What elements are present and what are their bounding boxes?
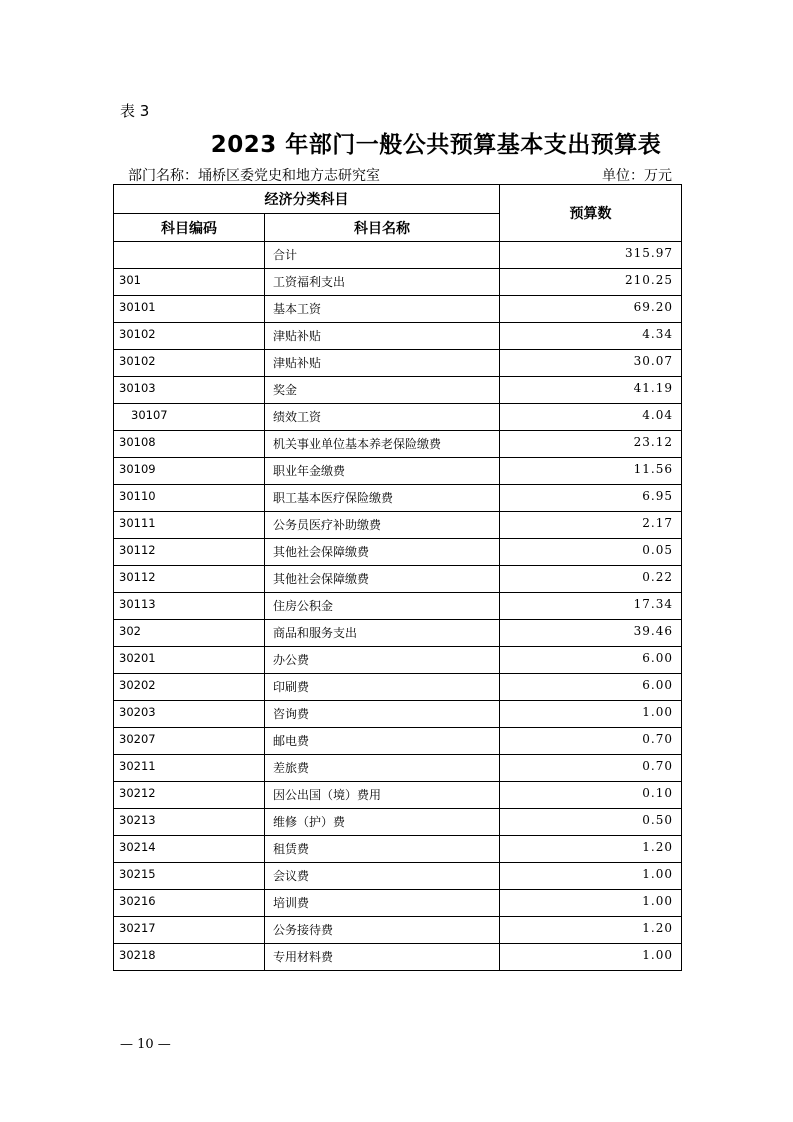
budget-amount-cell: 315.97 xyxy=(500,242,682,269)
subject-name-cell: 工资福利支出 xyxy=(265,269,500,296)
budget-amount-cell: 1.00 xyxy=(500,701,682,728)
budget-amount-cell: 23.12 xyxy=(500,431,682,458)
subject-code-cell: 30110 xyxy=(114,485,265,512)
subject-name-cell: 公务接待费 xyxy=(265,917,500,944)
subject-code-cell: 30113 xyxy=(114,593,265,620)
subject-code-cell: 30202 xyxy=(114,674,265,701)
table-row xyxy=(114,944,682,971)
budget-amount-cell: 0.50 xyxy=(500,809,682,836)
table-row xyxy=(114,323,682,350)
budget-amount-cell: 2.17 xyxy=(500,512,682,539)
table-row xyxy=(114,809,682,836)
table-row xyxy=(114,917,682,944)
budget-amount-cell: 41.19 xyxy=(500,377,682,404)
table-row xyxy=(114,296,682,323)
subject-name-cell: 职业年金缴费 xyxy=(265,458,500,485)
subject-code-cell: 30101 xyxy=(114,296,265,323)
subject-code-cell xyxy=(114,242,265,269)
subject-name-cell: 会议费 xyxy=(265,863,500,890)
budget-amount-cell: 1.00 xyxy=(500,863,682,890)
budget-amount-cell: 210.25 xyxy=(500,269,682,296)
budget-amount-cell: 30.07 xyxy=(500,350,682,377)
subject-name-cell: 机关事业单位基本养老保险缴费 xyxy=(265,431,500,458)
subject-name-cell: 公务员医疗补助缴费 xyxy=(265,512,500,539)
subject-name-cell: 职工基本医疗保险缴费 xyxy=(265,485,500,512)
subject-name-cell: 住房公积金 xyxy=(265,593,500,620)
subject-code-cell: 302 xyxy=(114,620,265,647)
subject-name-cell: 租赁费 xyxy=(265,836,500,863)
table-row xyxy=(114,782,682,809)
budget-amount-cell: 0.10 xyxy=(500,782,682,809)
budget-amount-cell: 69.20 xyxy=(500,296,682,323)
subject-code-cell: 30103 xyxy=(114,377,265,404)
subject-name-cell: 合计 xyxy=(265,242,500,269)
header-subject-code: 科目编码 xyxy=(114,214,265,242)
subject-code-cell: 30112 xyxy=(114,539,265,566)
subject-code-cell: 30203 xyxy=(114,701,265,728)
department-name: 部门名称：埇桥区委党史和地方志研究室 xyxy=(128,168,380,184)
budget-amount-cell: 1.00 xyxy=(500,890,682,917)
subject-code-cell: 30102 xyxy=(114,323,265,350)
table-row xyxy=(114,431,682,458)
budget-amount-cell: 0.22 xyxy=(500,566,682,593)
subject-code-cell: 30112 xyxy=(114,566,265,593)
table-row xyxy=(114,485,682,512)
table-row xyxy=(114,242,682,269)
budget-amount-cell: 1.20 xyxy=(500,917,682,944)
subject-name-cell: 咨询费 xyxy=(265,701,500,728)
subject-code-cell: 30213 xyxy=(114,809,265,836)
table-row xyxy=(114,755,682,782)
table-row xyxy=(114,647,682,674)
subject-code-cell: 301 xyxy=(114,269,265,296)
budget-amount-cell: 0.70 xyxy=(500,728,682,755)
table-row xyxy=(114,458,682,485)
table-row xyxy=(114,863,682,890)
budget-amount-cell: 0.05 xyxy=(500,539,682,566)
header-economic-classification: 经济分类科目 xyxy=(114,185,500,214)
table-row xyxy=(114,539,682,566)
budget-amount-cell: 1.00 xyxy=(500,944,682,971)
budget-amount-cell: 39.46 xyxy=(500,620,682,647)
subject-code-cell: 30218 xyxy=(114,944,265,971)
subject-code-cell: 30212 xyxy=(114,782,265,809)
table-row xyxy=(114,728,682,755)
budget-amount-cell: 1.20 xyxy=(500,836,682,863)
subject-name-cell: 专用材料费 xyxy=(265,944,500,971)
table-row xyxy=(114,566,682,593)
table-row xyxy=(114,836,682,863)
subject-name-cell: 印刷费 xyxy=(265,674,500,701)
budget-amount-cell: 4.34 xyxy=(500,323,682,350)
header-subject-name: 科目名称 xyxy=(265,214,500,242)
budget-amount-cell: 0.70 xyxy=(500,755,682,782)
subject-code-cell: 30211 xyxy=(114,755,265,782)
subject-name-cell: 办公费 xyxy=(265,647,500,674)
subject-code-cell: 30111 xyxy=(114,512,265,539)
subject-code-cell: 30217 xyxy=(114,917,265,944)
budget-amount-cell: 6.95 xyxy=(500,485,682,512)
subject-code-cell: 30207 xyxy=(114,728,265,755)
subject-code-cell: 30201 xyxy=(114,647,265,674)
subject-name-cell: 其他社会保障缴费 xyxy=(265,566,500,593)
subject-code-cell: 30214 xyxy=(114,836,265,863)
table-row xyxy=(114,269,682,296)
subject-name-cell: 维修（护）费 xyxy=(265,809,500,836)
subject-name-cell: 绩效工资 xyxy=(265,404,500,431)
header-budget-amount: 预算数 xyxy=(500,185,682,242)
table-row xyxy=(114,404,682,431)
subject-code-cell: 30216 xyxy=(114,890,265,917)
subject-code-cell: 30107 xyxy=(114,404,265,431)
budget-amount-cell: 11.56 xyxy=(500,458,682,485)
table-row xyxy=(114,620,682,647)
subject-name-cell: 邮电费 xyxy=(265,728,500,755)
subject-name-cell: 商品和服务支出 xyxy=(265,620,500,647)
table-row xyxy=(114,701,682,728)
subject-name-cell: 奖金 xyxy=(265,377,500,404)
table-row xyxy=(114,890,682,917)
subject-name-cell: 津贴补贴 xyxy=(265,350,500,377)
subject-name-cell: 基本工资 xyxy=(265,296,500,323)
budget-amount-cell: 6.00 xyxy=(500,647,682,674)
subject-name-cell: 津贴补贴 xyxy=(265,323,500,350)
table-row xyxy=(114,674,682,701)
budget-amount-cell: 4.04 xyxy=(500,404,682,431)
subject-name-cell: 因公出国（境）费用 xyxy=(265,782,500,809)
table-row xyxy=(114,593,682,620)
table-row xyxy=(114,512,682,539)
subject-name-cell: 培训费 xyxy=(265,890,500,917)
table-body xyxy=(114,242,682,971)
table-row xyxy=(114,350,682,377)
subject-code-cell: 30108 xyxy=(114,431,265,458)
budget-table xyxy=(113,184,682,971)
subject-code-cell: 30102 xyxy=(114,350,265,377)
unit-label: 单位：万元 xyxy=(602,168,672,184)
table-row xyxy=(114,377,682,404)
budget-amount-cell: 17.34 xyxy=(500,593,682,620)
budget-amount-cell: 6.00 xyxy=(500,674,682,701)
page-title: 2023 年部门一般公共预算基本支出预算表 xyxy=(210,132,662,158)
subject-code-cell: 30109 xyxy=(114,458,265,485)
subject-name-cell: 其他社会保障缴费 xyxy=(265,539,500,566)
subject-code-cell: 30215 xyxy=(114,863,265,890)
page-number: — 10 — xyxy=(120,1037,171,1052)
table-number-label: 表 3 xyxy=(120,102,150,120)
subject-name-cell: 差旅费 xyxy=(265,755,500,782)
